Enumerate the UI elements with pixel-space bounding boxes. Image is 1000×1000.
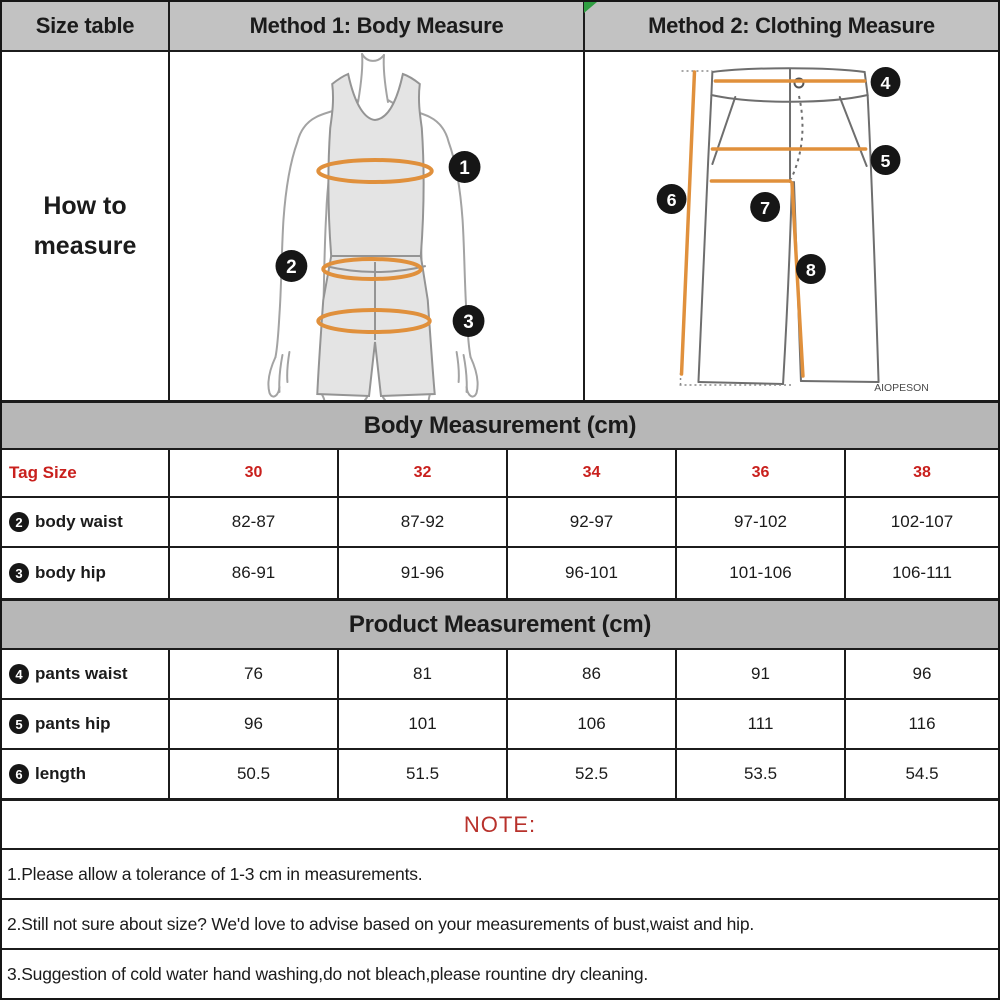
body-waist-row <box>2 496 998 546</box>
row-label-text: pants hip <box>35 714 111 733</box>
svg-text:5: 5 <box>880 150 891 172</box>
table-cell: 53.5 <box>675 750 844 798</box>
how-to-measure-line1: How to <box>43 192 127 220</box>
marker-4-badge: 4 <box>9 664 29 684</box>
pants-hip-row <box>2 698 998 748</box>
table-cell: 106-111 <box>844 548 998 598</box>
table-cell: 102-107 <box>844 498 998 546</box>
pants-waist-row <box>2 648 998 698</box>
svg-text:3: 3 <box>463 311 474 334</box>
table-cell: 92-97 <box>506 498 675 546</box>
pants-waist-label <box>2 650 168 698</box>
marker-7 <box>750 192 780 222</box>
body-figure-illustration <box>170 52 583 400</box>
marker-6-badge: 6 <box>9 764 29 784</box>
note-title: NOTE: <box>2 798 998 848</box>
note-item-1: 1.Please allow a tolerance of 1-3 cm in measurements. <box>2 848 998 898</box>
size-table-heading: Size table <box>2 2 168 50</box>
svg-text:7: 7 <box>760 197 771 219</box>
marker-5 <box>871 145 901 175</box>
how-to-measure-line2: measure <box>33 232 137 260</box>
table-cell: 86-91 <box>168 548 337 598</box>
marker-4 <box>871 67 901 97</box>
table-cell: 82-87 <box>168 498 337 546</box>
marker-3-badge: 3 <box>9 563 29 583</box>
clothing-measure-diagram-cell <box>583 52 998 400</box>
svg-text:1: 1 <box>459 157 470 180</box>
table-cell: 97-102 <box>675 498 844 546</box>
table-cell: 96-101 <box>506 548 675 598</box>
size-value: 38 <box>844 450 998 496</box>
marker-2 <box>275 250 307 282</box>
marker-3 <box>453 305 485 337</box>
tank-top-shape <box>328 74 423 262</box>
tag-size-label: Tag Size <box>2 450 168 496</box>
pants-hip-label <box>2 700 168 748</box>
illustration-row <box>2 50 998 400</box>
pants-illustration <box>585 52 998 400</box>
length-label <box>2 750 168 798</box>
method2-heading: Method 2: Clothing Measure <box>583 2 998 50</box>
row-label-text: body waist <box>35 512 123 531</box>
svg-text:8: 8 <box>805 259 816 281</box>
row-label-text: pants waist <box>35 664 128 683</box>
body-measurement-title: Body Measurement (cm) <box>2 400 998 448</box>
table-cell: 50.5 <box>168 750 337 798</box>
table-cell: 96 <box>168 700 337 748</box>
size-value: 32 <box>337 450 506 496</box>
how-to-measure-label <box>2 52 168 400</box>
product-measurement-title: Product Measurement (cm) <box>2 598 998 648</box>
note-item-2: 2.Still not sure about size? We'd love to advise based on your measurements of bust,waist and hip. <box>2 898 998 948</box>
marker-5-badge: 5 <box>9 714 29 734</box>
body-measure-diagram-cell <box>168 52 583 400</box>
table-cell: 101-106 <box>675 548 844 598</box>
table-cell: 101 <box>337 700 506 748</box>
table-cell: 54.5 <box>844 750 998 798</box>
method1-heading: Method 1: Body Measure <box>168 2 583 50</box>
marker-8 <box>796 254 826 284</box>
table-cell: 96 <box>844 650 998 698</box>
svg-text:2: 2 <box>286 256 297 279</box>
marker-6 <box>657 184 687 214</box>
row-label-text: length <box>35 764 86 783</box>
length-row <box>2 748 998 798</box>
body-waist-label <box>2 498 168 546</box>
table-cell: 106 <box>506 700 675 748</box>
marker-1 <box>449 151 481 183</box>
top-header-row <box>2 2 998 50</box>
table-cell: 52.5 <box>506 750 675 798</box>
table-cell: 116 <box>844 700 998 748</box>
size-value: 30 <box>168 450 337 496</box>
table-cell: 81 <box>337 650 506 698</box>
svg-text:6: 6 <box>666 189 677 211</box>
table-cell: 76 <box>168 650 337 698</box>
note-item-3: 3.Suggestion of cold water hand washing,do not bleach,please rountine dry cleaning. <box>2 948 998 998</box>
svg-text:4: 4 <box>880 72 891 94</box>
table-cell: 86 <box>506 650 675 698</box>
table-cell: 91 <box>675 650 844 698</box>
size-value: 34 <box>506 450 675 496</box>
brand-text: AIOPESON <box>874 382 929 395</box>
body-hip-row <box>2 546 998 598</box>
table-cell: 87-92 <box>337 498 506 546</box>
tag-size-row <box>2 448 998 496</box>
body-hip-label <box>2 548 168 598</box>
size-value: 36 <box>675 450 844 496</box>
marker-2-badge: 2 <box>9 512 29 532</box>
table-cell: 111 <box>675 700 844 748</box>
table-cell: 91-96 <box>337 548 506 598</box>
row-label-text: body hip <box>35 563 106 582</box>
table-cell: 51.5 <box>337 750 506 798</box>
